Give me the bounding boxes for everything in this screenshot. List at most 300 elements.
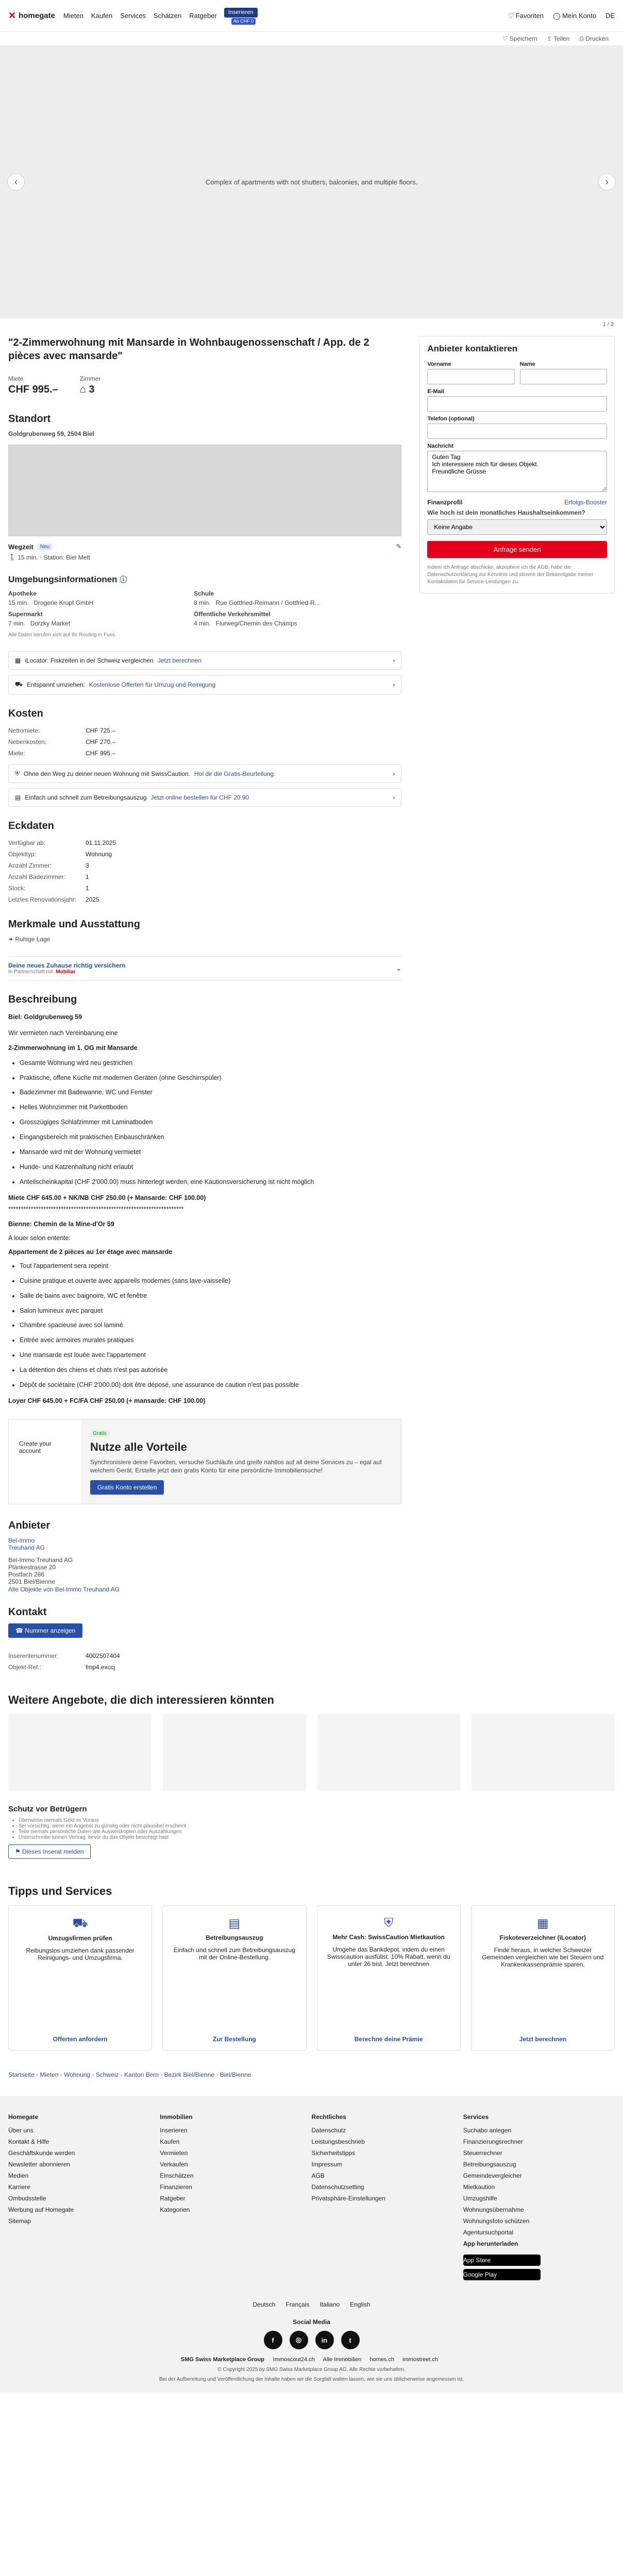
new-badge: Neu	[38, 544, 52, 550]
social-heading: Social Media	[293, 2318, 330, 2326]
breadcrumb-item[interactable]: Kanton Bern	[124, 2071, 159, 2079]
detail-value: 2025	[86, 896, 99, 903]
tip-text: Reibungslos umziehen dank passender Reinigungs- und Umzugsfirma.	[26, 1947, 134, 1962]
description-intro-fr: A louer selon entente:	[8, 1234, 71, 1242]
detail-row	[8, 860, 401, 871]
tip-link[interactable]: Offerten anfordern	[53, 2036, 108, 2043]
price-note-de: Miete CHF 645.00 + NK/NB CHF 250.00 (+ Mansarde: CHF 100.00)	[8, 1194, 206, 1201]
promo-deposit-text: Ohne den Weg zu deiner neuen Wohnung mit SwissCaution.	[24, 770, 191, 777]
nav-mieten[interactable]: Mieten	[63, 12, 83, 20]
description-item: • Tout l'appartement sera repeint	[20, 1259, 401, 1274]
phone-input[interactable]	[427, 423, 607, 439]
print-label: Drucken	[585, 35, 609, 42]
description-item: • Hunde- und Katzenhaltung nicht erlaubt	[20, 1160, 401, 1175]
image-gallery[interactable]	[0, 45, 623, 328]
footer-link[interactable]: Ombudsstelle	[8, 2195, 46, 2202]
detail-value: Wohnung	[86, 851, 112, 858]
wegzeit-row	[8, 543, 401, 551]
social-links	[8, 2331, 615, 2349]
description-item: • Dépôt de sociétaire (CHF 2'000.00) doit être déposé, une assurance de caution n'est pas possible	[20, 1378, 401, 1393]
footer-link[interactable]: Impressum	[311, 2161, 342, 2168]
group-link[interactable]: Alle Immobilien	[323, 2357, 362, 2363]
description-section	[8, 994, 401, 1405]
surroundings-section	[8, 574, 401, 638]
app-heading: App herunterladen	[463, 2240, 518, 2248]
heart-icon: ♡	[508, 11, 514, 20]
cost-row	[8, 736, 401, 748]
chart-icon: ▦	[537, 1917, 549, 1931]
main-nav	[63, 12, 217, 20]
footer	[0, 2096, 623, 2393]
contact-row	[8, 1650, 401, 1662]
detail-label: Verfügbar ab:	[8, 839, 46, 846]
breadcrumb-item[interactable]: Biel/Bienne	[220, 2071, 251, 2079]
surroundings-title: Umgebungsinformationen	[8, 574, 117, 584]
favorites-label: Favoriten	[515, 11, 544, 20]
lastname-label: Name	[519, 361, 535, 367]
finance-label: Finanzprofil	[427, 499, 463, 506]
fraud-list	[8, 1818, 615, 1840]
promo-debt-text: Einfach und schnell zum Betreibungsauszug	[25, 794, 147, 801]
language-link[interactable]: Italiano	[319, 2301, 340, 2309]
provider-logo-line: Bel-Immo	[8, 1537, 35, 1545]
breadcrumb-separator-icon: ›	[90, 2071, 96, 2079]
fraud-item: • Überweise niemals Geld im Voraus	[19, 1818, 615, 1823]
insurance-promo[interactable]	[8, 956, 401, 980]
footer-column-heading: Services	[463, 2113, 489, 2121]
language-link[interactable]: Français	[285, 2301, 310, 2309]
footer-link[interactable]: Einschätzen	[160, 2172, 194, 2180]
tip-title: Fiskoteverzeichner (iLocator)	[499, 1934, 586, 1942]
leaf-icon: ❧	[8, 936, 14, 943]
tips-cards	[8, 1905, 615, 2050]
report-listing-label: Dieses Inserat melden	[22, 1848, 84, 1856]
contact-form-heading: Anbieter kontaktieren	[427, 344, 518, 353]
footer-link[interactable]: Finanzierungsrechner	[463, 2138, 523, 2146]
save-button[interactable]	[502, 35, 537, 42]
footer-link[interactable]: Über uns	[8, 2127, 33, 2134]
benefits-box	[8, 1419, 401, 1505]
chevron-down-icon: ⌄	[396, 964, 402, 972]
description-intro: Wir vermieten nach Vereinbarung eine	[8, 1029, 118, 1037]
tips-heading: Tipps und Services	[8, 1885, 112, 1898]
promo-moving[interactable]	[8, 675, 401, 694]
chevron-right-icon: ›	[393, 794, 395, 801]
gallery-prev-button[interactable]	[7, 173, 25, 191]
contact-heading: Kontakt	[8, 1606, 47, 1618]
tax-icon: ▦	[15, 657, 21, 664]
detail-value: 01.11.2025	[86, 839, 116, 846]
description-item: • Helles Wohnzimmer mit Parkettboden	[20, 1100, 401, 1115]
location-heading: Standort	[8, 413, 51, 425]
nav-kaufen[interactable]: Kaufen	[91, 12, 113, 20]
tip-card[interactable]	[8, 1905, 152, 2050]
tip-text: Finde heraus, in welcher Schweizer Gemeinden vergleichen wie bei Steuern und Krankenkassenprämie sparen.	[482, 1946, 604, 1969]
footer-link[interactable]: Ratgeber	[160, 2195, 186, 2202]
report-listing-button[interactable]	[8, 1844, 91, 1859]
income-question: Wie hoch ist dein monatliches Haushaltseinkommen?	[427, 509, 585, 516]
description-item: • Salon lumineux avec parquet	[20, 1303, 401, 1318]
description-item: • Entrée avec armoires murales pratiques	[20, 1333, 401, 1348]
social-icon[interactable]: t	[341, 2331, 360, 2349]
rooms-label: Zimmer	[79, 375, 101, 382]
footer-link[interactable]: Leistungsbeschrieb	[311, 2138, 365, 2146]
detail-value: 3	[86, 862, 89, 869]
tip-link[interactable]: Jetzt berechnen	[519, 2036, 567, 2043]
promo-deposit-link[interactable]: Hol dir die Gratis-Beurteilung.	[194, 770, 276, 777]
language-list	[8, 2301, 615, 2308]
detail-label: Anzahl Zimmer:	[8, 862, 52, 869]
social-icon[interactable]: f	[264, 2331, 282, 2349]
separator-stars: **********************************************************************	[8, 1206, 184, 1213]
cost-label: Nebenkosten:	[8, 738, 47, 745]
contact-value: fmp4.exccj	[86, 1664, 115, 1671]
features-section	[8, 919, 401, 980]
footer-column	[312, 2111, 463, 2283]
detail-label: Letztes Renovationsjahr:	[8, 896, 77, 903]
fraud-item: • Unterschreibe keinen Vertrag, bevor du das Objekt besichtigt hast	[19, 1835, 615, 1840]
provider-address-line: Plänkestrasse 20	[8, 1564, 56, 1571]
language-switch[interactable]: DE	[605, 12, 615, 20]
user-icon: ◯	[552, 11, 561, 20]
promo-debt[interactable]	[8, 788, 401, 807]
footer-link[interactable]: Steuerrechner	[463, 2149, 502, 2157]
promo-tax-link[interactable]: Jetzt berechnen	[157, 657, 202, 664]
top-header	[0, 0, 623, 32]
description-item: • Gesamte Wohnung wird neu gestrichen	[20, 1056, 401, 1071]
footer-link[interactable]: Wohnungsfoto schützen	[463, 2217, 530, 2225]
truck-icon: ⛟	[15, 681, 23, 688]
breadcrumb-item[interactable]: Schweiz	[95, 2071, 119, 2079]
nav-schaetzen[interactable]: Schätzen	[154, 12, 182, 20]
finance-booster-link[interactable]: Erfolgs-Booster	[564, 499, 607, 506]
chevron-right-icon: ›	[393, 770, 395, 777]
cost-value: CHF 995.–	[86, 750, 116, 757]
footer-link[interactable]: Sitemap	[8, 2217, 31, 2225]
account-link[interactable]	[553, 12, 596, 20]
rooms-value	[80, 384, 101, 396]
footer-legal-note: Bei der Aufbereitung und Veröffentlichung der Inhalte haben wir die Sorgfalt walten lassen, wie sie uns üblicherweise angemessen ist.	[159, 2377, 464, 2383]
footer-column-heading: Immobilien	[160, 2113, 193, 2121]
more-offers-heading: Weitere Angebote, die dich interessieren könnten	[8, 1693, 274, 1707]
cost-label: Nettomiete:	[8, 727, 40, 734]
description-item: • Badezimmer mit Badewanne, WC und Fenster	[20, 1085, 401, 1100]
footer-column	[463, 2111, 615, 2283]
tip-card[interactable]	[471, 1905, 615, 2050]
wegzeit-station: Station: Biel Mett	[43, 554, 91, 561]
promo-tax-text: iLocator: Fiskzeiten in der Schweiz vergleichen	[25, 657, 154, 664]
wegzeit-time: 15 min.	[18, 554, 38, 561]
cost-value: CHF 270.–	[86, 738, 116, 745]
phone-icon: ☎	[15, 1627, 23, 1635]
promo-debt-link[interactable]: Jetzt online bestellen für CHF 20.90	[150, 794, 249, 801]
description-item: • La détention des chiens et chats n'est pas autorisée	[20, 1363, 401, 1378]
breadcrumb-separator-icon: ›	[214, 2071, 220, 2079]
supermarket-label: Supermarkt	[8, 611, 43, 618]
gallery-actions	[0, 32, 623, 45]
footer-link[interactable]: Datenschutzsetting	[311, 2183, 364, 2191]
description-item: • Grosszügiges Schlafzimmer mit Laminatboden	[20, 1115, 401, 1130]
breadcrumb-item[interactable]: Mieten	[40, 2071, 59, 2079]
cost-row	[8, 748, 401, 759]
tip-link[interactable]: Berechne deine Prämie	[354, 2036, 423, 2043]
fraud-section	[8, 1805, 615, 1859]
contact-label: Inserentenummer:	[8, 1652, 59, 1660]
share-button[interactable]	[547, 35, 570, 42]
transport-time: 4 min.	[194, 620, 211, 627]
feature-label: Ruhige Lage	[15, 936, 50, 943]
description-list-de	[8, 1056, 401, 1190]
fraud-item: • Sei vorsichtig, wenn ein Angebot zu günstig oder nicht plausibel erscheint	[19, 1823, 615, 1829]
shield-icon: ⛨	[384, 1916, 394, 1930]
group-link[interactable]: immostreet.ch	[402, 2357, 439, 2363]
offer-card[interactable]	[472, 1714, 615, 1791]
footer-link[interactable]: Inserieren	[160, 2127, 188, 2134]
footer-link[interactable]: Vermieten	[160, 2149, 188, 2157]
provider-address-line: 2501 Biel/Bienne	[8, 1578, 55, 1586]
footer-link[interactable]: Wohnungsübernahme	[463, 2206, 524, 2214]
chevron-right-icon: ›	[605, 176, 609, 187]
description-item: • Une mansarde est louée avec l'appartement	[20, 1348, 401, 1363]
offer-card[interactable]	[8, 1714, 151, 1791]
nav-services[interactable]: Services	[120, 12, 146, 20]
show-number-button[interactable]	[8, 1623, 82, 1638]
social-icon[interactable]: ◎	[290, 2331, 308, 2349]
wegzeit-info: 🚶 15 min. · Station: Biel Mett	[8, 554, 91, 561]
document-icon: ▤	[15, 794, 21, 801]
email-input[interactable]	[427, 396, 607, 412]
copyright: © Copyright 2025 by SMG Swiss Marketplace Group AG. Alle Rechte vorbehalten.	[217, 2367, 406, 2373]
contact-value: 4002507404	[86, 1652, 120, 1660]
share-icon: ⇪	[546, 35, 552, 42]
price-note-fr: Loyer CHF 645.00 + FC/FA CHF 250.00 (+ mansarde: CHF 100.00)	[8, 1397, 206, 1404]
provider-address-line: Postfach 286	[8, 1571, 45, 1579]
insurance-partner	[8, 969, 125, 975]
chevron-right-icon: ›	[393, 657, 395, 664]
supermarket-info	[8, 620, 173, 627]
cost-row	[8, 725, 401, 736]
footer-link[interactable]: Betreibungsauszug	[463, 2161, 516, 2168]
provider-heading: Anbieter	[8, 1520, 50, 1532]
footer-link[interactable]: Datenschutz	[311, 2127, 346, 2134]
supermarket-time: 7 min.	[8, 620, 25, 627]
fraud-item: • Teile niemals persönliche Daten wie Ausweiskopien oder Auszahlungen	[19, 1829, 615, 1835]
wegzeit-label: Wegzeit	[8, 543, 33, 551]
google-play-badge[interactable]: Google Play	[463, 2269, 541, 2280]
promo-tax[interactable]	[8, 651, 401, 670]
surroundings-note: Alle Daten berufen sich auf Ihr Routing in Fuss.	[8, 632, 116, 638]
detail-row	[8, 837, 401, 849]
edit-icon[interactable]: ✎	[396, 543, 402, 550]
rooms-number: 3	[89, 384, 95, 395]
footer-link[interactable]: Mietkaution	[463, 2183, 495, 2191]
footer-link[interactable]: Kaufen	[160, 2138, 180, 2146]
sidebar	[419, 318, 615, 1686]
create-account-button[interactable]: Gratis Konto erstellen	[90, 1480, 164, 1495]
group-link[interactable]: homes.ch	[369, 2357, 395, 2363]
footer-link[interactable]: Finanzieren	[160, 2183, 192, 2191]
truck-icon: ⛟	[72, 1916, 88, 1930]
footer-link[interactable]: Kategorien	[160, 2206, 190, 2214]
insert-badge: Ab CHF 0	[231, 18, 256, 25]
detail-label: Objekttyp:	[8, 851, 37, 858]
feature-item	[8, 936, 401, 943]
footer-link[interactable]: Geschäftskunde werden	[8, 2149, 75, 2157]
footer-link[interactable]: Karriere	[8, 2183, 30, 2191]
breadcrumb-separator-icon: ›	[58, 2071, 64, 2079]
school-time: 8 min.	[194, 599, 211, 606]
details-section	[8, 820, 401, 905]
breadcrumb-item[interactable]: Startseite	[8, 2071, 35, 2079]
footer-link[interactable]: Verkaufen	[160, 2161, 188, 2168]
save-label: Speichern	[509, 35, 537, 42]
footer-link[interactable]: Werbung auf Homegate	[8, 2206, 74, 2214]
offer-card[interactable]	[317, 1714, 461, 1791]
tip-card[interactable]	[162, 1905, 306, 2050]
nav-ratgeber[interactable]: Ratgeber	[189, 12, 217, 20]
location-section	[8, 413, 401, 561]
details-heading: Eckdaten	[8, 820, 54, 832]
detail-row	[8, 883, 401, 894]
description-item: • Salle de bains avec baignoire, WC et fenêtre	[20, 1289, 401, 1303]
description-title-fr: Bienne: Chemin de la Mine-d'Or 59	[8, 1221, 114, 1228]
pharmacy-time: 15 min.	[8, 599, 29, 606]
description-subtitle: 2-Zimmerwohnung im 1. OG mit Mansarde	[8, 1044, 138, 1052]
promo-moving-text: Entspannt umziehen:	[27, 681, 85, 688]
footer-link[interactable]: Umzugshilfe	[463, 2195, 497, 2202]
detail-value: 1	[86, 873, 89, 880]
share-label: Teilen	[553, 35, 570, 42]
firstname-label: Vorname	[427, 361, 451, 367]
provider-all-listings-link[interactable]: Alle Objekte von Bel-Immo Treuhand AG	[8, 1586, 120, 1594]
lastname-input[interactable]	[520, 369, 607, 384]
footer-link[interactable]: AGB	[311, 2172, 325, 2180]
school-name: Rue Gottfried-Reimann / Gottfried-R...	[215, 599, 320, 606]
address: Goldgrubenweg 59, 2504 Biel	[8, 430, 94, 437]
footer-link[interactable]: Suchabo anlegen	[463, 2127, 512, 2134]
tip-text: Einfach und schnell zum Betreibungsauszug mit der Online-Bestellung.	[173, 1946, 295, 1961]
provider-address-line: Bel-Immo Treuhand AG	[8, 1556, 73, 1564]
promo-deposit[interactable]	[8, 764, 401, 783]
fraud-heading: Schutz vor Betrügern	[8, 1805, 87, 1814]
costs-section	[8, 708, 401, 807]
walk-icon: 🚶	[8, 554, 16, 561]
map[interactable]	[8, 445, 401, 536]
footer-column	[8, 2111, 160, 2283]
income-select[interactable]	[427, 519, 607, 535]
description-item: • Mansarde wird mit der Wohnung vermietet	[20, 1145, 401, 1160]
gallery-caption: Complex of apartments with not shutters, balconies, and multiple floors.	[205, 178, 418, 186]
description-item: • Anteilscheinkapital (CHF 2'000.00) muss hinterlegt werden, eine Kautionsversicherung ist nicht möglich	[20, 1175, 401, 1190]
partner-logo: Mobiliar	[56, 969, 76, 975]
print-button[interactable]	[579, 35, 609, 43]
tip-title: Mehr Cash: SwissCaution Mietkaution	[332, 1934, 445, 1941]
transport-label: Öffentliche Verkehrsmittel	[194, 611, 271, 618]
rent-label: Miete	[8, 375, 24, 382]
features-heading: Merkmale und Ausstattung	[8, 919, 140, 930]
pharmacy-info	[8, 599, 173, 606]
detail-label: Stock:	[8, 885, 26, 892]
footer-link[interactable]: Medien	[8, 2172, 29, 2180]
description-list-fr	[8, 1259, 401, 1393]
footer-link[interactable]: Gemeindevergleicher	[463, 2172, 522, 2180]
pharmacy-label: Apotheke	[8, 590, 37, 597]
rent-value: CHF 995.–	[8, 384, 58, 395]
benefits-text: Synchronisiere deine Favoriten, versuche Suchläufe und greife nahtlos auf all deine Services zu – egal auf welchem Gerät. Erstelle jetzt dein gratis Konto für eine persönliche Immobiliensuche!	[90, 1458, 382, 1475]
group-line	[8, 2357, 615, 2363]
offer-card[interactable]	[163, 1714, 306, 1791]
group-link[interactable]: Immoscout24.ch	[273, 2357, 315, 2363]
gallery-next-button[interactable]	[598, 173, 616, 191]
contact-form	[419, 336, 615, 594]
detail-row	[8, 849, 401, 860]
footer-link[interactable]: Sicherheitstipps	[311, 2149, 356, 2157]
detail-row	[8, 871, 401, 883]
firstname-input[interactable]	[427, 369, 514, 384]
detail-label: Anzahl Badezimmer:	[8, 873, 65, 880]
benefits-left: Create your account	[19, 1439, 52, 1454]
tip-title: Betreibungsauszug	[206, 1934, 263, 1942]
printer-icon: ⎙	[579, 35, 584, 42]
favorites-link[interactable]	[508, 12, 544, 20]
group-links	[269, 2357, 442, 2363]
info-icon[interactable]: ⓘ	[120, 575, 127, 584]
footer-column-heading: Homegate	[8, 2113, 39, 2121]
benefits-title: Nutze alle Vorteile	[90, 1440, 187, 1453]
detail-row	[8, 894, 401, 905]
message-label: Nachricht	[427, 443, 454, 449]
app-store-badge[interactable]: App Store	[463, 2255, 541, 2266]
description-title: Biel: Goldgrubenweg 59	[8, 1013, 82, 1021]
show-number-label: Nummer anzeigen	[25, 1627, 76, 1635]
legal-note: Indem ich Anfrage abschicke, akzeptiere ich die AGB, habe die Datenschutzerklärung zur Kenntnis und stimme der Bekanntgabe meiner Kontaktdaten für Service-Leistungen zu.	[427, 565, 594, 585]
footer-link[interactable]: Kontakt & Hilfe	[8, 2138, 49, 2146]
supermarket-name: Dorzky Market	[30, 620, 71, 627]
surroundings-heading	[8, 574, 401, 585]
contact-row	[8, 1662, 401, 1673]
shield-icon: ⛨	[15, 770, 20, 777]
promo-moving-link[interactable]: Kostenlose Offerten für Umzug und Reinigung	[89, 681, 216, 688]
tip-card[interactable]	[317, 1905, 461, 2050]
logo-text: homegate	[19, 11, 55, 20]
school-label: Schule	[194, 590, 214, 597]
message-input[interactable]	[427, 451, 607, 492]
footer-link[interactable]: Newsletter abonnieren	[8, 2161, 71, 2168]
submit-inquiry-button[interactable]: Anfrage senden	[427, 541, 607, 558]
contact-label: Objekt-Ref.:	[8, 1664, 42, 1671]
language-link[interactable]: Deutsch	[252, 2301, 276, 2309]
tip-link[interactable]: Zur Bestellung	[212, 2036, 256, 2043]
insert-button[interactable]	[224, 8, 258, 24]
social-icon[interactable]: in	[315, 2331, 334, 2349]
language-link[interactable]: English	[350, 2301, 371, 2309]
logo[interactable]	[8, 10, 55, 21]
breadcrumb-item[interactable]: Wohnung	[64, 2071, 91, 2079]
description-subtitle-fr: Appartement de 2 pièces au 1er étage avec mansarde	[8, 1248, 173, 1256]
provider-logo	[8, 1537, 401, 1551]
cost-label: Miete:	[8, 750, 25, 757]
footer-link[interactable]: Privatsphäre-Einstellungen	[311, 2195, 385, 2202]
footer-link[interactable]: Agentursuchportal	[463, 2229, 514, 2236]
provider-logo-line: Treuhand AG	[8, 1544, 45, 1552]
footer-columns	[8, 2111, 615, 2283]
tip-title: Umzugsfirmen prüfen	[48, 1935, 112, 1942]
breadcrumb-separator-icon: ›	[119, 2071, 125, 2079]
description-item: • Chambre spacieuse avec sol laminé	[20, 1318, 401, 1333]
insurance-promo-title: Deine neues Zuhause richtig versichern	[8, 962, 126, 969]
breadcrumb-item[interactable]: Bezirk Biel/Bienne	[164, 2071, 215, 2079]
main-content	[8, 318, 401, 1686]
